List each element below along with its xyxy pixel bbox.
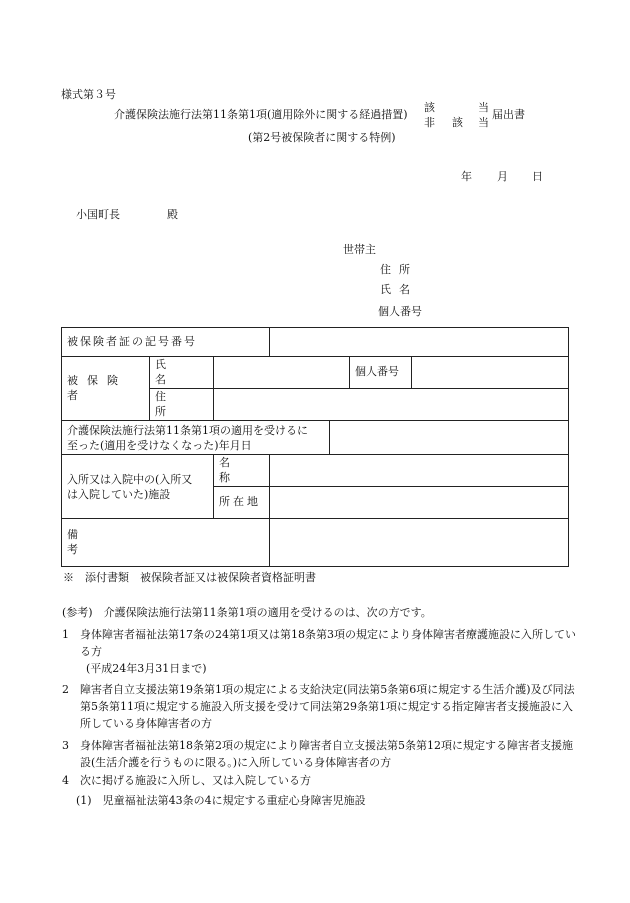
higaitou-mark: 非 xyxy=(424,116,435,129)
reference-item xyxy=(62,626,577,660)
higaitou-mark: 当 xyxy=(478,116,489,129)
reference-item-number: 2 xyxy=(62,683,69,696)
personal-number-label: 個人番号 xyxy=(350,357,412,389)
reference-item-text: 次に掲げる施設に入所し、又は入院している方 xyxy=(80,774,311,787)
document-title: 介護保険法施行法第11条第1項(適用除外に関する経過措置) xyxy=(114,108,408,121)
remarks-field[interactable] xyxy=(270,519,569,567)
household-head-label: 世帯主 xyxy=(343,243,376,256)
applicant-personal-number-label: 個人番号 xyxy=(378,305,422,318)
facility-location-field[interactable] xyxy=(270,487,569,519)
reference-item-text: 障害者自立支援法第19条第1項の規定による支給決定(同法第5条第6項に規定する生活介護)及び同法第5条第11項に規定する施設入所支援を受けて同法第29条第1項に規定する指定障害者支援施設に入所している身体障害者の方 xyxy=(80,683,575,730)
date-month-label: 月 xyxy=(497,170,508,183)
applicant-name-label: 氏名 xyxy=(380,283,418,296)
facility-label: 入所又は入院中の(入所又 は入院していた)施設 xyxy=(62,455,214,519)
facility-location-label: 所在地 xyxy=(214,487,270,519)
applied-date-label: 介護保険法施行法第11条第1項の適用を受けるに 至った(適用を受けなくなった)年月日 xyxy=(62,421,330,455)
title-suffix: 届出書 xyxy=(492,108,525,121)
facility-name-field[interactable] xyxy=(270,455,569,487)
date-year-label: 年 xyxy=(461,170,472,183)
reference-item-number: 1 xyxy=(62,628,69,641)
date-day-label: 日 xyxy=(532,170,543,183)
insured-label: 被保険者 xyxy=(62,357,150,421)
form-number: 様式第３号 xyxy=(61,88,116,101)
higaitou-mark: 該 xyxy=(452,116,463,129)
applicant-address-label: 住所 xyxy=(380,263,418,276)
addressee-name: 小国町長 xyxy=(76,208,120,221)
name-label: 氏名 xyxy=(150,357,214,389)
applied-date-field[interactable] xyxy=(330,421,569,455)
attachment-note: ※ 添付書類 被保険者証又は被保険者資格証明書 xyxy=(63,571,316,584)
reference-subitem: (1) 児童福祉法第43条の4に規定する重症心身障害児施設 xyxy=(76,794,366,807)
reference-item-text: 身体障害者福祉法第17条の24第1項又は第18条第3項の規定により身体障害者療護施設に入所している方 xyxy=(80,628,576,658)
facility-name-label: 名称 xyxy=(214,455,270,487)
address-label: 住所 xyxy=(150,389,214,421)
gaitou-mark: 該 xyxy=(424,101,435,114)
remarks-label: 備考 xyxy=(62,519,270,567)
document-subtitle: (第2号被保険者に関する特例) xyxy=(248,131,396,144)
notification-form-table xyxy=(61,327,569,567)
personal-number-field[interactable] xyxy=(412,357,569,389)
reference-item-text: 身体障害者福祉法第18条第2項の規定により障害者自立支援法第5条第12項に規定する障害者支援施設(生活介護を行うものに限る。)に入所している身体障害者の方 xyxy=(80,739,573,769)
reference-item xyxy=(62,737,577,771)
reference-intro: (参考) 介護保険法施行法第11条第1項の適用を受けるのは、次の方です。 xyxy=(62,606,432,619)
reference-item-number: 3 xyxy=(62,739,69,752)
reference-item-number: 4 xyxy=(62,774,69,787)
reference-item xyxy=(62,681,577,732)
name-field[interactable] xyxy=(214,357,350,389)
cert-number-label: 被保険者証の記号番号 xyxy=(62,328,270,357)
cert-number-field[interactable] xyxy=(270,328,569,357)
reference-item-note: (平成24年3月31日まで) xyxy=(86,662,207,675)
addressee-honorific: 殿 xyxy=(167,208,178,221)
gaitou-mark: 当 xyxy=(478,101,489,114)
address-field[interactable] xyxy=(214,389,569,421)
reference-item xyxy=(62,772,577,789)
